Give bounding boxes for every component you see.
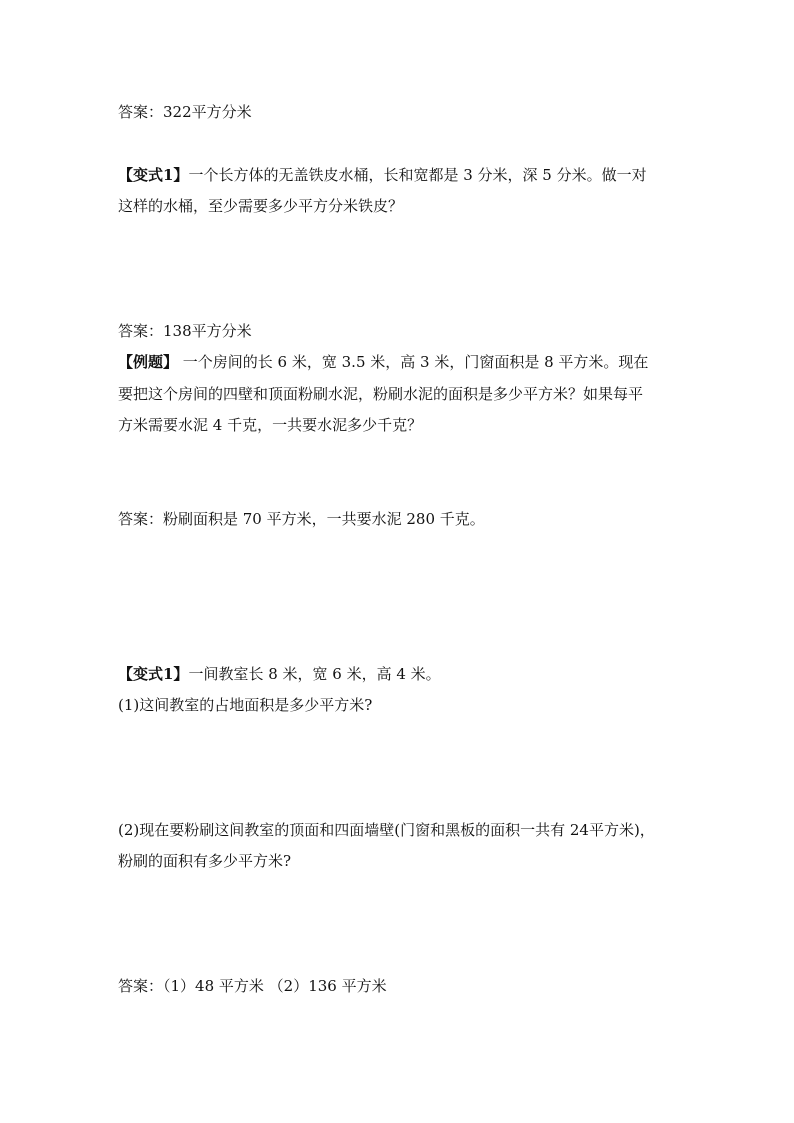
answer-3: 答案：粉刷面积是 70 平方米，一共要水泥 280 千克。 [118,510,485,528]
question-variant-2-part-2-line-1: (2)现在要粉刷这间教室的顶面和四面墙壁(门窗和黑板的面积一共有 24平方米)， [118,821,655,839]
variant-tag: 【变式1】 [118,166,189,184]
variant-tag: 【变式1】 [118,665,189,683]
example-question-line-2: 要把这个房间的四壁和顶面粉刷水泥，粉刷水泥的面积是多少平方米？如果每平 [118,385,644,403]
question-variant-2-part-1: (1)这间教室的占地面积是多少平方米? [118,696,373,714]
question-variant-1-line-1 [118,165,647,185]
answer-2: 答案：138平方分米 [118,322,252,340]
question-variant-1-line-2: 这样的水桶，至少需要多少平方分米铁皮？ [118,197,404,215]
question-text: 一个房间的长 6 米，宽 3.5 米，高 3 米，门窗面积是 8 平方米。现在 [178,353,649,371]
question-text: 一个长方体的无盖铁皮水桶，长和宽都是 3 分米，深 5 分米。做一对 [188,166,647,184]
question-variant-2-part-2-line-2: 粉刷的面积有多少平方米? [118,852,292,870]
example-question-line-1 [118,352,648,372]
answer-4: 答案：（1）48 平方米 （2）136 平方米 [118,977,387,995]
example-question-line-3: 方米需要水泥 4 千克，一共要水泥多少千克？ [118,416,423,434]
question-text: 一间教室长 8 米，宽 6 米，高 4 米。 [188,665,441,683]
answer-1: 答案：322平方分米 [118,103,252,121]
question-variant-2-line-1 [118,664,441,684]
example-tag: 【例题】 [118,353,179,371]
